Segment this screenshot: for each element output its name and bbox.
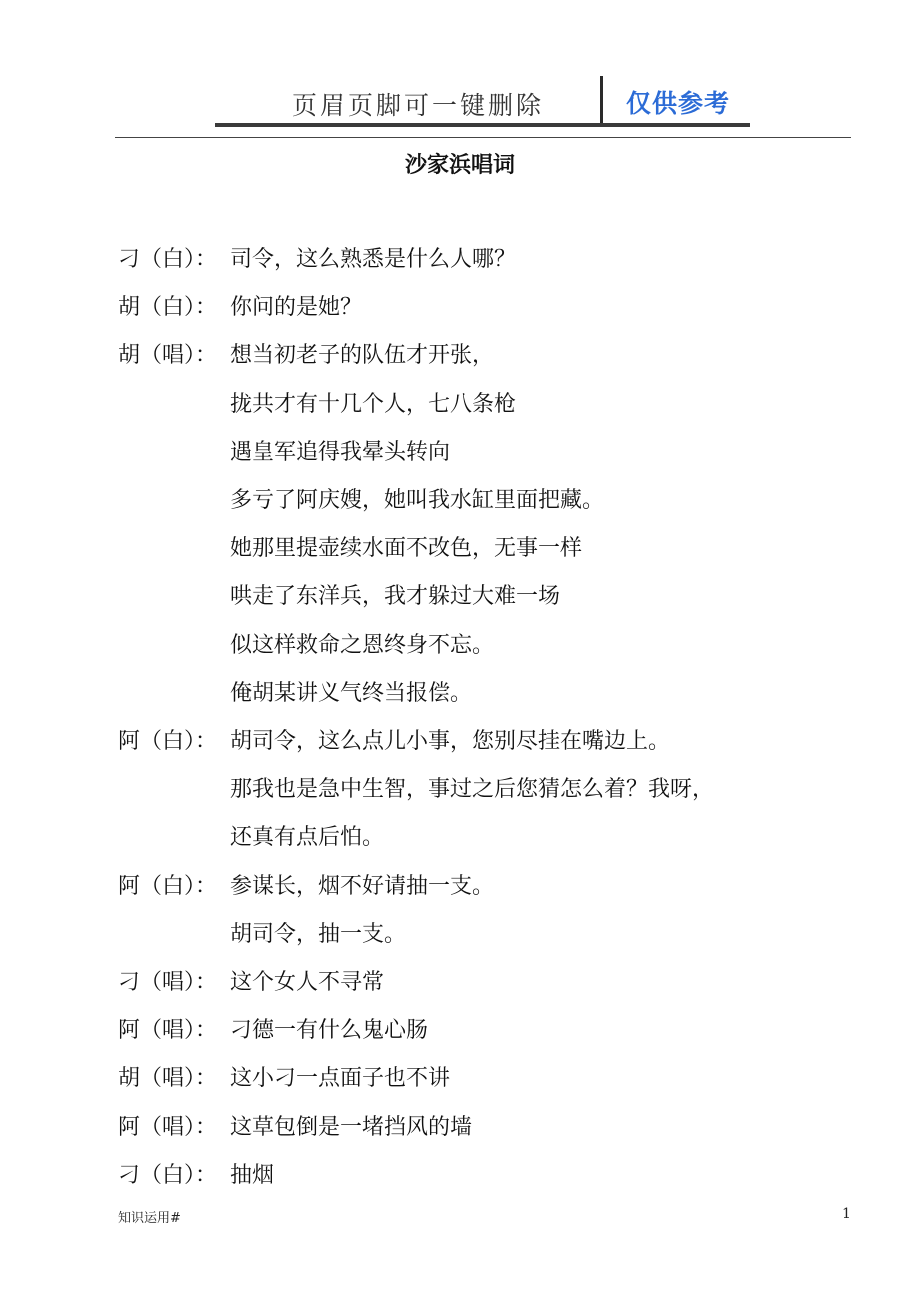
page-number: 1 — [842, 1206, 851, 1222]
line-text: 胡司令，这么点儿小事，您别尽挂在嘴边上。 — [230, 729, 671, 754]
dialogue-line — [230, 918, 406, 952]
speaker-label: 阿（唱）： — [118, 1115, 218, 1140]
speaker-label: 阿（唱）： — [118, 1018, 218, 1043]
header-underline — [215, 123, 750, 127]
line-text: 刁德一有什么鬼心肠 — [230, 1018, 429, 1043]
dialogue-line — [230, 436, 450, 470]
line-text: 似这样救命之恩终身不忘。 — [230, 633, 495, 658]
line-text: 司令，这么熟悉是什么人哪？ — [230, 247, 517, 272]
dialogue-line — [118, 966, 384, 1000]
header-divider — [600, 76, 603, 127]
dialogue-line — [118, 243, 516, 277]
line-text: 哄走了东洋兵，我才躲过大难一场 — [230, 584, 561, 609]
line-text: 她那里提壶续水面不改色，无事一样 — [230, 536, 583, 561]
dialogue-line — [118, 1014, 428, 1048]
line-text: 抽烟 — [230, 1163, 275, 1188]
speaker-label: 胡（唱）： — [118, 343, 218, 368]
dialogue-line — [118, 870, 494, 904]
line-text: 胡司令，抽一支。 — [230, 922, 407, 947]
line-text: 你问的是她？ — [230, 295, 363, 320]
footer-left-text: 知识运用# — [118, 1211, 181, 1226]
document-title: 沙家浜唱词 — [404, 153, 515, 178]
dialogue-line — [230, 532, 582, 566]
speaker-label: 刁（白）： — [118, 247, 218, 272]
line-text: 遇皇军追得我晕头转向 — [230, 440, 451, 465]
speaker-label: 刁（白）： — [118, 1163, 218, 1188]
dialogue-line — [230, 821, 384, 855]
speaker-label: 刁（唱）： — [118, 970, 218, 995]
line-text: 参谋长，烟不好请抽一支。 — [230, 874, 495, 899]
speaker-label: 胡（白）： — [118, 295, 218, 320]
line-text: 拢共才有十几个人，七八条枪 — [230, 392, 517, 417]
line-text: 还真有点后怕。 — [230, 825, 385, 850]
line-text: 那我也是急中生智，事过之后您猜怎么着？我呀， — [230, 777, 715, 802]
speaker-label: 胡（唱）： — [118, 1066, 218, 1091]
speaker-label: 阿（白）： — [118, 729, 218, 754]
dialogue-line — [118, 339, 494, 373]
dialogue-line — [230, 484, 604, 518]
line-text: 这个女人不寻常 — [230, 970, 385, 995]
line-text: 俺胡某讲义气终当报偿。 — [230, 681, 473, 706]
line-text: 多亏了阿庆嫂，她叫我水缸里面把藏。 — [230, 488, 605, 513]
line-text: 这草包倒是一堵挡风的墙 — [230, 1115, 473, 1140]
dialogue-line — [230, 580, 560, 614]
dialogue-line — [118, 291, 362, 325]
dialogue-line — [118, 1062, 450, 1096]
dialogue-line — [118, 1159, 274, 1193]
header-rule — [115, 137, 851, 138]
header-left-text: 页眉页脚可一键删除 — [292, 91, 545, 120]
dialogue-line — [230, 677, 472, 711]
speaker-label: 阿（白）： — [118, 874, 218, 899]
line-text: 想当初老子的队伍才开张， — [230, 343, 495, 368]
dialogue-line — [118, 725, 670, 759]
dialogue-line — [230, 388, 516, 422]
dialogue-line — [230, 629, 494, 663]
dialogue-line — [230, 773, 714, 807]
dialogue-line — [118, 1111, 472, 1145]
line-text: 这小刁一点面子也不讲 — [230, 1066, 451, 1091]
header-right-text: 仅供参考 — [626, 89, 731, 118]
